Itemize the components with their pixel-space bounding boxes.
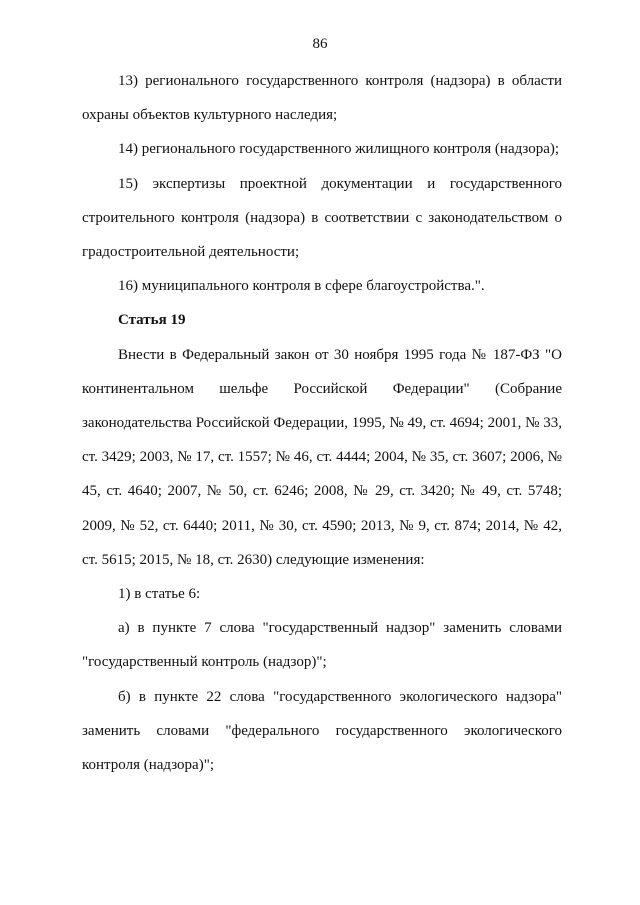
paragraph-item-16: 16) муниципального контроля в сфере благоустройства.".: [118, 278, 485, 295]
amendment-subpoint-b: б) в пункте 22 слова "государственного экологического надзора" заменить словами "федерального государственного экологического контроля (надзора)";: [82, 688, 562, 774]
page-number: 86: [312, 36, 328, 52]
paragraph-item-15: 15) экспертизы проектной документации и государственного строительного контроля (надзора) в соответствии с законодательством о градостроительной деятельности;: [82, 175, 562, 261]
amendment-point-1: 1) в статье 6:: [118, 586, 201, 603]
paragraph-item-13: 13) регионального государственного контроля (надзора) в области охраны объектов культурного наследия;: [82, 73, 562, 124]
document-body: [82, 64, 562, 782]
amendment-intro-paragraph: Внести в Федеральный закон от 30 ноября 1995 года № 187-ФЗ "О континентальном шельфе Российской Федерации" (Собрание законодательства Российской Федерации, 1995, № 49, ст. 4694; 2001, № 33, ст. 3429; 2003, № 17, ст. 1557; № 46, ст. 4444; 2004, № 35, ст. 3607; 2006, № 45, ст. 4640; 2007, № 50, ст. 6246; 2008, № 29, ст. 3420; № 49, ст. 5748; 2009, № 52, ст. 6440; 2011, № 30, ст. 4590; 2013, № 9, ст. 874; 2014, № 42, ст. 5615; 2015, № 18, ст. 2630) следующие изменения:: [82, 346, 562, 568]
paragraph-item-14: 14) регионального государственного жилищного контроля (надзора);: [118, 141, 560, 158]
article-heading: Статья 19: [118, 312, 186, 329]
amendment-subpoint-a: а) в пункте 7 слова "государственный надзор" заменить словами "государственный контроль (надзор)";: [82, 620, 562, 671]
